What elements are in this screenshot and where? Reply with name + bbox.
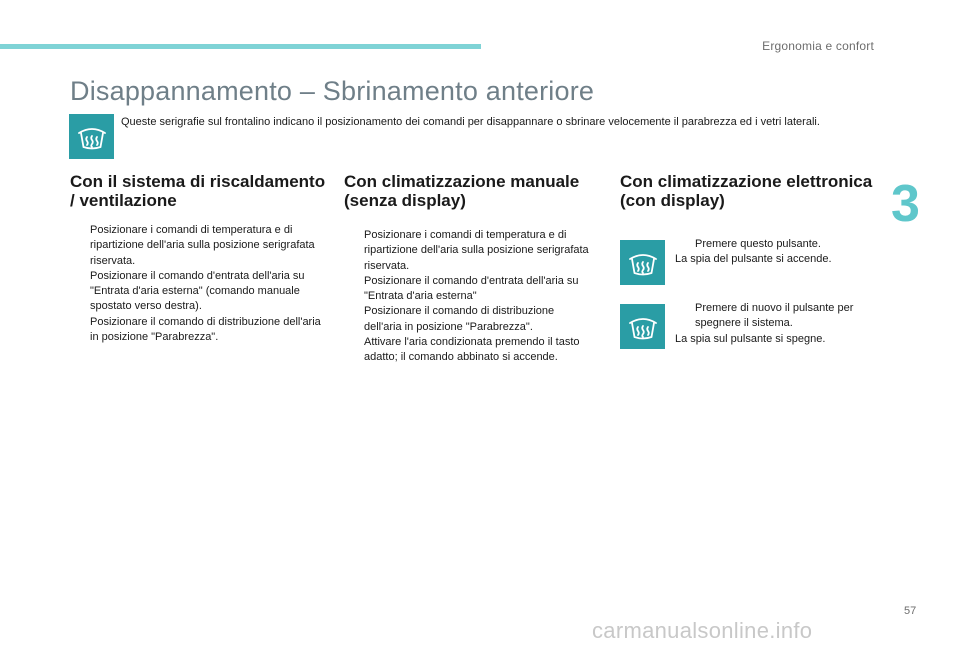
steps-list	[70, 223, 328, 345]
chapter-number: 3	[891, 175, 920, 233]
list-item: Posizionare il comando di distribuzione dell'aria in posizione "Parabrezza".	[90, 315, 321, 344]
steps-list	[344, 228, 594, 366]
column-electronic-climate	[620, 172, 880, 228]
page-number: 57	[904, 605, 917, 617]
defrost-button-icon	[620, 304, 665, 349]
intro-text: Queste serigrafie sul frontalino indicano il posizionamento dei comandi per disappannare o sbrinare velocemente il parabrezza ed i vetri laterali.	[121, 116, 820, 128]
list-item: Attivare l'aria condizionata premendo il tasto adatto; il comando abbinato si accende.	[364, 336, 580, 364]
note-press-again: Premere di nuovo il pulsante per spegnere il sistema. La spia sul pulsante si spegne.	[675, 302, 854, 345]
result-text: La spia sul pulsante si spegne.	[675, 332, 826, 345]
watermark: carmanualsonline.info	[592, 618, 813, 643]
result-text: La spia del pulsante si accende.	[675, 253, 832, 266]
chapter-title: Ergonomia e confort	[762, 39, 874, 53]
note-press-button: Premere questo pulsante. La spia del pulsante si accende.	[675, 238, 832, 266]
column-heating-ventilation	[70, 172, 328, 345]
list-item: Posizionare il comando d'entrata dell'aria su "Entrata d'aria esterna" (comando manuale spostato verso destra).	[90, 269, 305, 313]
list-item: Posizionare il comando di distribuzione dell'aria in posizione "Parabrezza".	[364, 305, 555, 333]
column-manual-climate	[344, 172, 594, 366]
list-item: Posizionare i comandi di temperatura e di ripartizione dell'aria sulla posizione serigrafata riservata.	[364, 229, 589, 272]
list-item: Posizionare il comando d'entrata dell'aria su "Entrata d'aria esterna"	[364, 274, 579, 303]
windscreen-defrost-icon	[69, 114, 114, 159]
list-item: Posizionare i comandi di temperatura e di ripartizione dell'aria sulla posizione serigrafata riservata.	[90, 224, 315, 267]
column-heading: Con il sistema di riscaldamento / ventilazione	[70, 172, 326, 210]
column-heading: Con climatizzazione manuale (senza display)	[344, 172, 580, 210]
defrost-button-icon	[620, 240, 665, 285]
page-title: Disappannamento – Sbrinamento anteriore	[70, 76, 595, 106]
column-heading: Con climatizzazione elettronica (con display)	[620, 172, 873, 210]
header-accent-bar	[0, 44, 481, 49]
